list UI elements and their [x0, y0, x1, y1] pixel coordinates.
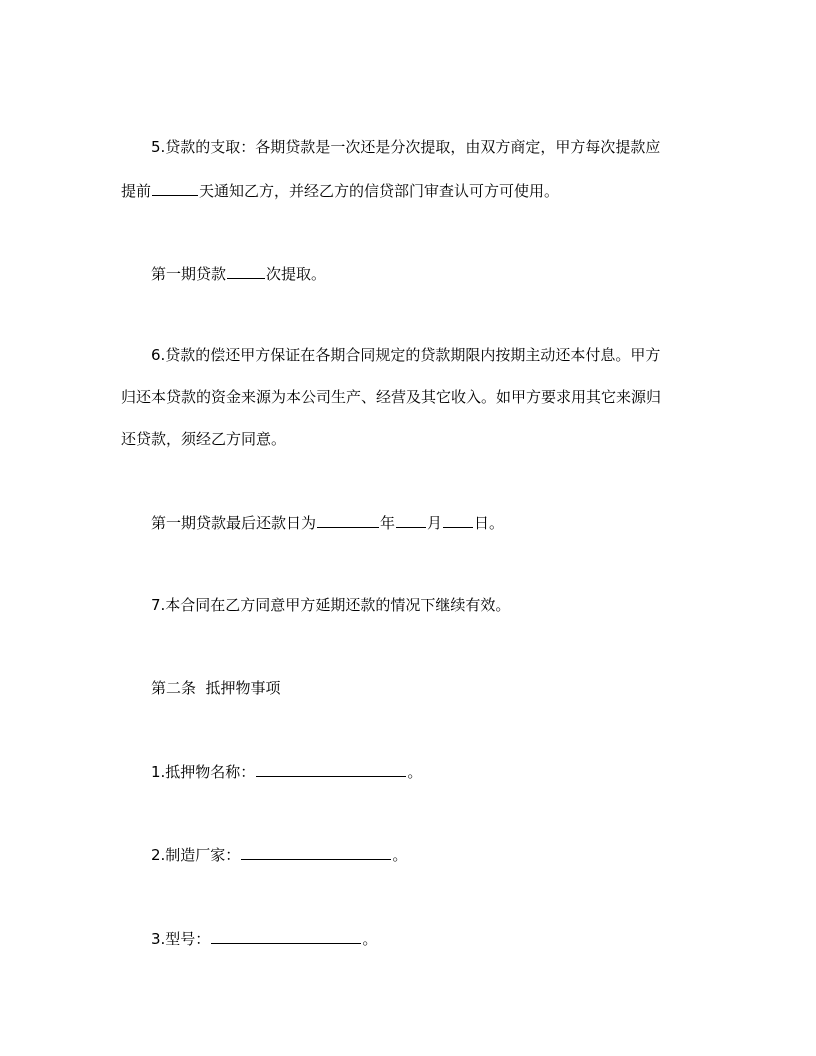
month-label: 月 — [427, 514, 443, 532]
clause-6-line-2 — [121, 387, 701, 407]
clause-5-line-1 — [151, 137, 731, 157]
day-blank — [443, 513, 473, 528]
year-label: 年 — [380, 514, 396, 532]
item-1-line — [151, 762, 731, 782]
item-1-label: 1.抵押物名称： — [151, 763, 256, 781]
item-3-end: 。 — [362, 930, 378, 948]
collateral-name-blank — [256, 762, 406, 777]
first-draw-text-a: 第一期贷款 — [151, 265, 227, 283]
model-blank — [211, 929, 361, 944]
first-draw-text-b: 次提取。 — [266, 265, 327, 283]
item-3-label: 3.型号： — [151, 930, 211, 948]
month-blank — [396, 513, 426, 528]
clause-5-text-a: 提前 — [121, 182, 152, 200]
clause-6-text-3: 还贷款，须经乙方同意。 — [121, 430, 287, 448]
clause-6-text-1: 6.贷款的偿还甲方保证在各期合同规定的贷款期限内按期主动还本付息。甲方 — [151, 346, 661, 364]
clause-6-line-1 — [151, 345, 731, 365]
day-label: 日。 — [474, 514, 505, 532]
clause-5-line-2 — [121, 181, 701, 201]
clause-5-text: 5.贷款的支取：各期贷款是一次还是分次提取，由双方商定，甲方每次提款应 — [151, 138, 661, 156]
repay-date-text: 第一期贷款最后还款日为 — [151, 514, 317, 532]
notice-days-blank — [152, 181, 198, 196]
first-draw-line — [151, 264, 731, 284]
clause-6-line-3 — [121, 429, 701, 449]
clause-7-text: 7.本合同在乙方同意甲方延期还款的情况下继续有效。 — [151, 596, 511, 614]
manufacturer-blank — [241, 845, 391, 860]
clause-7-line — [151, 595, 731, 615]
item-2-end: 。 — [392, 846, 408, 864]
item-2-line — [151, 845, 731, 865]
draw-count-blank — [227, 264, 265, 279]
article-2-title: 第二条 抵押物事项 — [151, 679, 281, 697]
year-blank — [317, 513, 379, 528]
article-2-heading — [151, 678, 731, 698]
repay-date-line — [151, 513, 731, 533]
clause-5-text-b: 天通知乙方，并经乙方的信贷部门审查认可方可使用。 — [199, 182, 560, 200]
item-2-label: 2.制造厂家： — [151, 846, 241, 864]
item-3-line — [151, 929, 731, 949]
clause-6-text-2: 归还本贷款的资金来源为本公司生产、经营及其它收入。如甲方要求用其它来源归 — [121, 388, 662, 406]
item-1-end: 。 — [407, 763, 423, 781]
